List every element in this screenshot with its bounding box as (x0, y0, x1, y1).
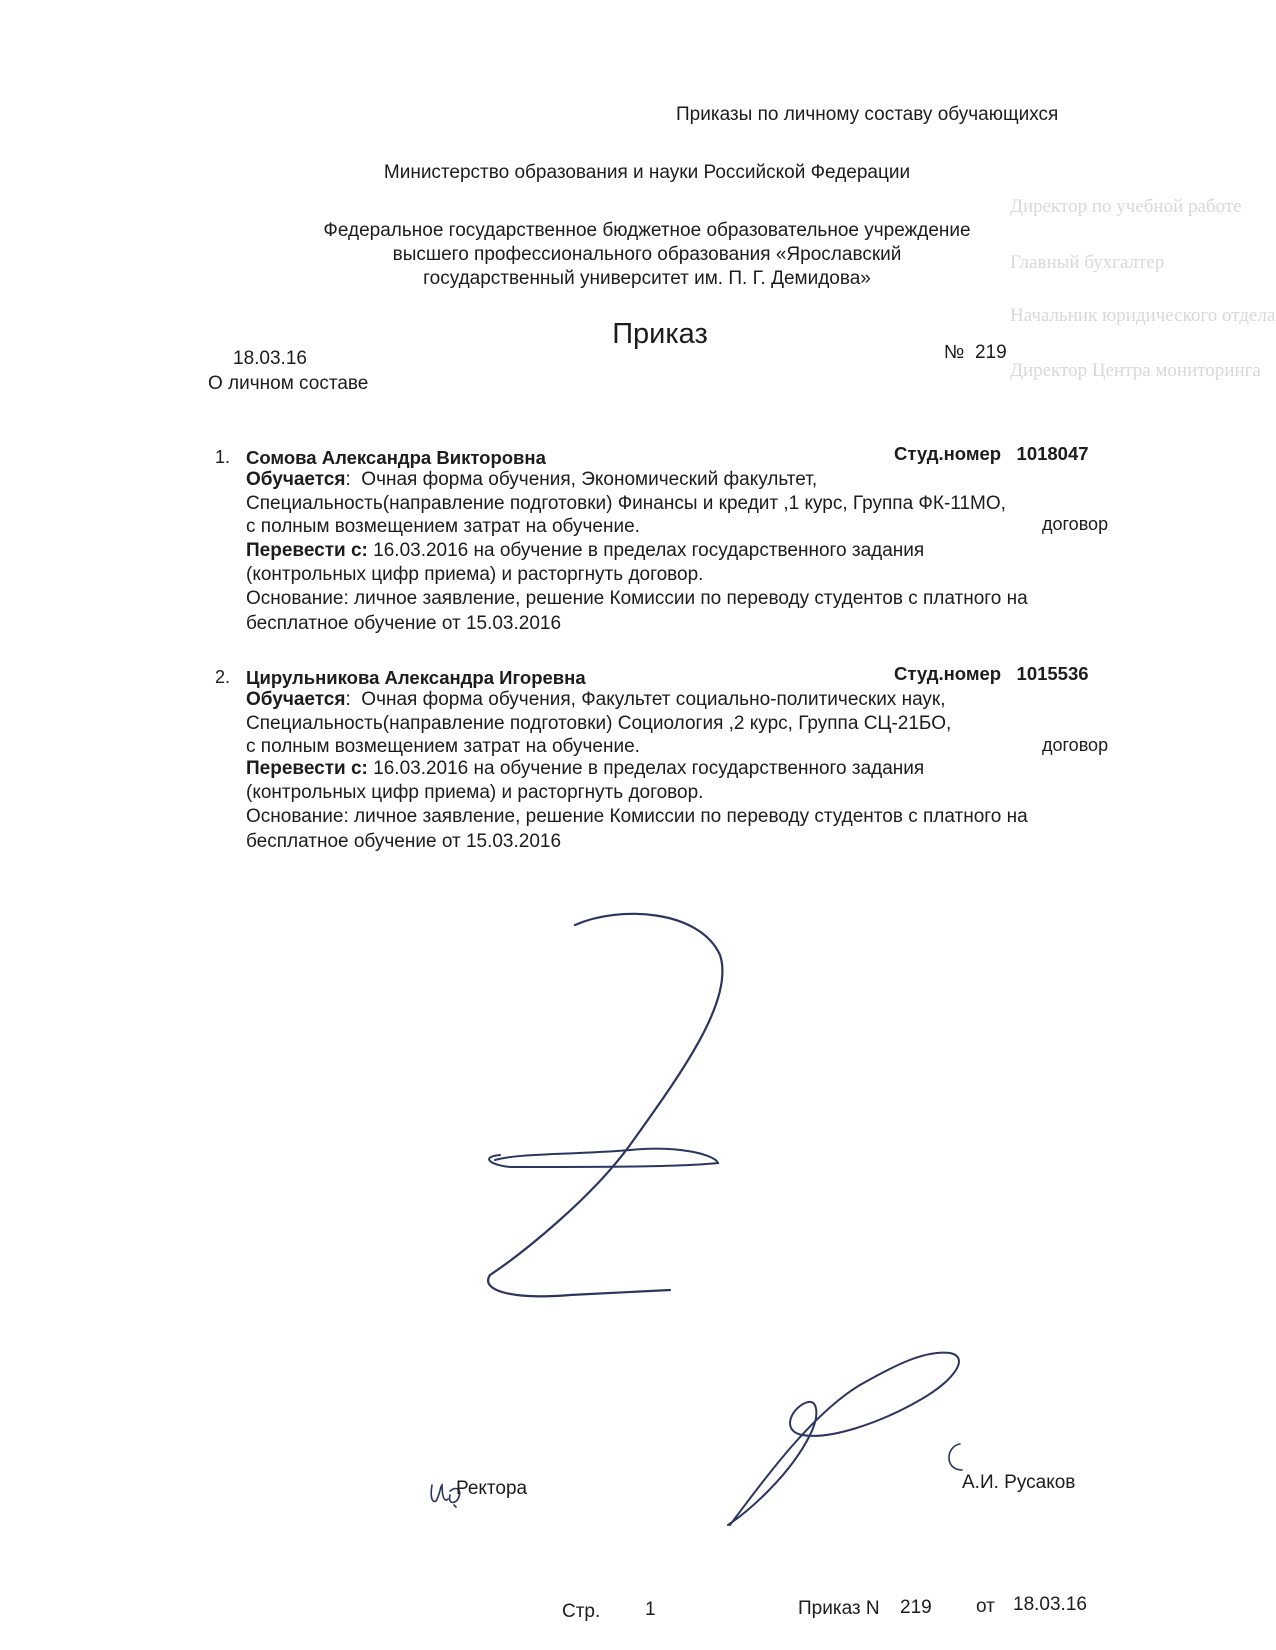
section-header: Приказы по личному составу обучающихся (676, 104, 1059, 125)
study-label: Обучается (246, 689, 346, 710)
student-name: Сомова Александра Викторовна (246, 447, 546, 468)
transfer-label: Перевести с: (246, 758, 368, 779)
study-specialty: Специальность(направление подготовки) Социология ,2 курс, Группа СЦ-21БО, (246, 713, 952, 734)
bleed-through-line: Директор Центра мониторинга (1010, 360, 1261, 381)
student-id-value: 1015536 (1016, 663, 1089, 684)
footer-order-number: 219 (900, 1597, 932, 1618)
institution-line: государственный университет им. П. Г. Демидова» (423, 268, 871, 289)
student-id-label: Студ.номер (894, 663, 1002, 684)
rector-name: А.И. Русаков (962, 1472, 1076, 1493)
study-funding: с полным возмещением затрат на обучение. (246, 736, 640, 757)
transfer-text: 16.03.2016 на обучение в пределах государственного задания (373, 758, 925, 779)
transfer-label: Перевести с: (246, 540, 368, 561)
order-number: 1. (215, 447, 231, 467)
ministry-name: Министерство образования и науки Российской Федерации (383, 162, 911, 183)
footer-order-label: Приказ N (798, 1598, 880, 1619)
study-info (246, 689, 946, 711)
transfer-info (246, 540, 924, 562)
bleed-through-line: Главный бухгалтер (1010, 252, 1165, 273)
footer-date: 18.03.16 (1013, 1594, 1087, 1615)
page-label: Стр. (562, 1601, 601, 1622)
rector-position: Ректора (456, 1478, 528, 1499)
transfer-info (246, 758, 924, 780)
study-label: Обучается (246, 469, 346, 490)
basis-text: Основание: личное заявление, решение Комиссии по переводу студентов с платного на (246, 806, 1028, 827)
student-id (894, 443, 1089, 465)
study-colon: : (345, 469, 362, 490)
study-colon: : (345, 689, 362, 710)
page-number: 1 (645, 1599, 656, 1620)
handwritten-z-mark (480, 905, 780, 1305)
student-name: Цирульникова Александра Игоревна (246, 667, 586, 688)
study-text: Очная форма обучения, Факультет социально-политических наук, (361, 689, 946, 710)
footer-from-label: от (976, 1596, 995, 1617)
rector-signature (720, 1335, 980, 1535)
basis-continuation: бесплатное обучение от 15.03.2016 (246, 613, 562, 634)
study-info (246, 469, 817, 491)
institution-line: Федеральное государственное бюджетное образовательное учреждение (323, 220, 971, 241)
student-id (894, 663, 1089, 685)
transfer-continuation: (контрольных цифр приема) и расторгнуть договор. (246, 564, 704, 585)
student-id-value: 1018047 (1016, 443, 1089, 464)
basis-continuation: бесплатное обучение от 15.03.2016 (246, 831, 562, 852)
bleed-through-line: Начальник юридического отдела (1010, 305, 1276, 326)
document-date: 18.03.16 (233, 348, 307, 369)
document-subject: О личном составе (208, 373, 369, 394)
basis-text: Основание: личное заявление, решение Комиссии по переводу студентов с платного на (246, 588, 1028, 609)
document-number (944, 342, 1007, 364)
study-text: Очная форма обучения, Экономический факультет, (361, 469, 818, 490)
number-label: № (944, 342, 965, 363)
student-id-label: Студ.номер (894, 443, 1002, 464)
transfer-continuation: (контрольных цифр приема) и расторгнуть договор. (246, 782, 704, 803)
institution-line: высшего профессионального образования «Ярославский (392, 244, 902, 265)
contract-mark: договор (1042, 514, 1109, 534)
bleed-through-line: Директор по учебной работе (1010, 196, 1242, 217)
number-value: 219 (974, 342, 1007, 363)
order-number: 2. (215, 667, 231, 687)
document-title: Приказ (612, 318, 708, 350)
study-specialty: Специальность(направление подготовки) Финансы и кредит ,1 курс, Группа ФК-11МО, (246, 493, 1006, 514)
transfer-text: 16.03.2016 на обучение в пределах государственного задания (373, 540, 925, 561)
study-funding: с полным возмещением затрат на обучение. (246, 516, 640, 537)
contract-mark: договор (1042, 735, 1109, 755)
